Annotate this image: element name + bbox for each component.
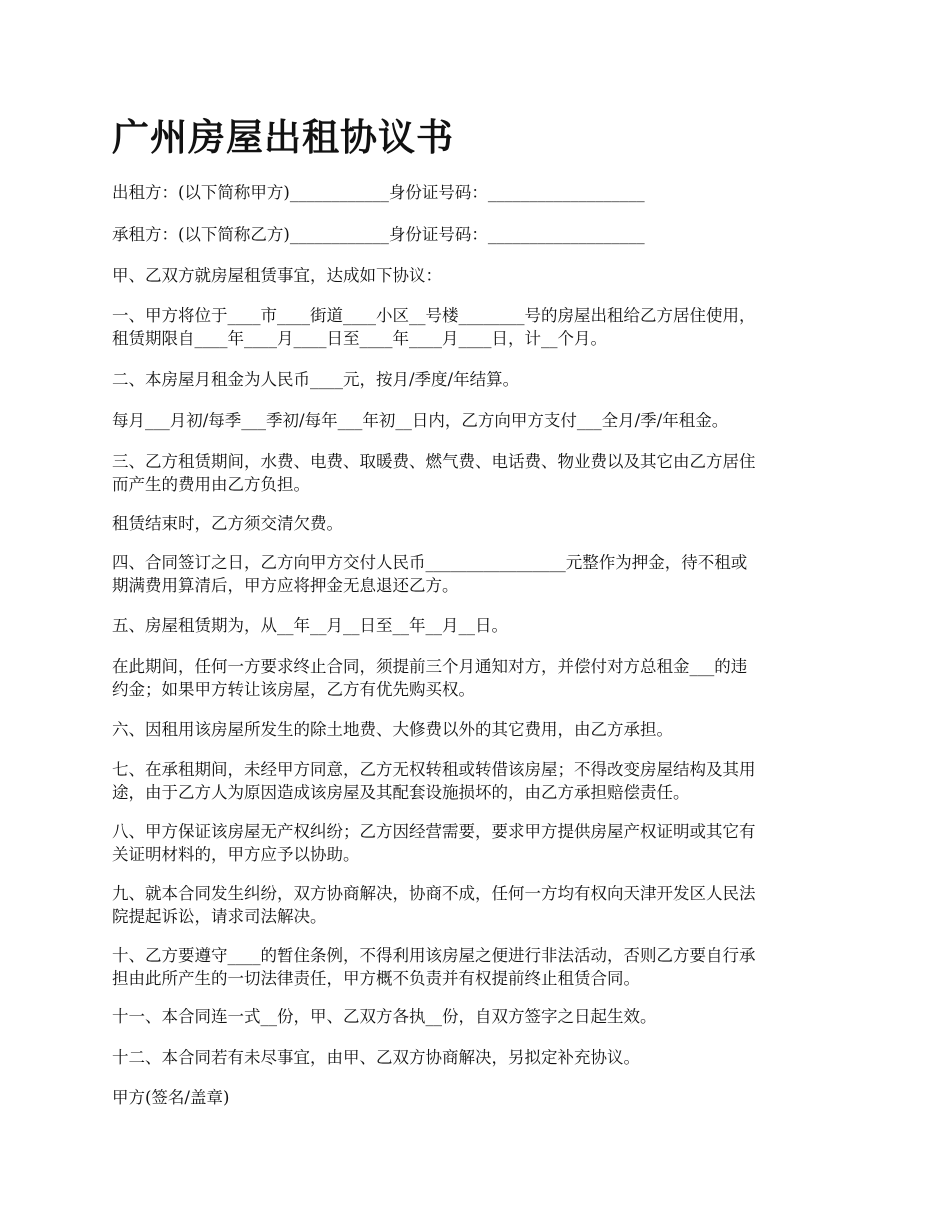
clause-11	[112, 1005, 842, 1028]
arrears-note	[112, 512, 842, 535]
termination-note	[112, 655, 842, 701]
clause-12	[112, 1046, 842, 1069]
paragraph-line: 五、房屋租赁期为，从__年__月__日至__年__月__日。	[112, 616, 508, 635]
payment-schedule	[112, 409, 842, 432]
paragraph-line: 每月___月初/每季___季初/每年___年初__日内，乙方向甲方支付___全月/季/年租金。	[112, 411, 729, 430]
paragraph-line: 在此期间，任何一方要求终止合同，须提前三个月通知对方，并偿付对方总租金___的违	[112, 657, 748, 676]
paragraph-line: 承租方：(以下简称乙方)____________身份证号码：___________________	[112, 225, 645, 244]
clause-8	[112, 820, 842, 866]
paragraph-line: 二、本房屋月租金为人民币____元，按月/季度/年结算。	[112, 370, 520, 389]
paragraph-line: 四、合同签订之日，乙方向甲方交付人民币_________________元整作为押金，待不租或	[112, 553, 748, 572]
paragraph-line: 三、乙方租赁期间，水费、电费、取暖费、燃气费、电话费、物业费以及其它由乙方居住	[112, 452, 756, 471]
paragraph-line: 甲、乙双方就房屋租赁事宜，达成如下协议：	[112, 266, 442, 285]
paragraph-line: 一、甲方将位于____市____街道____小区__号楼________号的房屋出租给乙方居住使用，	[112, 306, 756, 325]
paragraph-line: 十一、本合同连一式__份，甲、乙双方各执__份，自双方签字之日起生效。	[112, 1007, 657, 1026]
clause-9	[112, 882, 842, 928]
party-a-line	[112, 181, 842, 204]
paragraph-line: 担由此所产生的一切法律责任，甲方概不负责并有权提前终止租赁合同。	[112, 969, 640, 988]
paragraph-line: 七、在承租期间，未经甲方同意，乙方无权转租或转借该房屋；不得改变房屋结构及其用	[112, 760, 756, 779]
paragraph-line: 六、因租用该房屋所发生的除土地费、大修费以外的其它费用，由乙方承担。	[112, 720, 673, 739]
document-title: 广州房屋出租协议书	[112, 115, 454, 159]
paragraph-line: 十、乙方要遵守____的暂住条例，不得利用该房屋之便进行非法活动，否则乙方要自行承	[112, 946, 756, 965]
paragraph-line: 途，由于乙方人为原因造成该房屋及其配套设施损坏的，由乙方承担赔偿责任。	[112, 783, 690, 802]
paragraph-line: 九、就本合同发生纠纷，双方协商解决，协商不成，任何一方均有权向天津开发区人民法	[112, 884, 756, 903]
paragraph-line: 关证明材料的，甲方应予以协助。	[112, 845, 360, 864]
clause-5	[112, 614, 842, 637]
paragraph-line: 约金；如果甲方转让该房屋，乙方有优先购买权。	[112, 680, 475, 699]
clause-10	[112, 944, 842, 990]
paragraph-line: 院提起诉讼，请求司法解决。	[112, 907, 327, 926]
clause-3	[112, 450, 842, 496]
party-a-signature	[112, 1086, 842, 1109]
clause-7	[112, 758, 842, 804]
party-b-line	[112, 223, 842, 246]
paragraph-line: 期满费用算清后，甲方应将押金无息退还乙方。	[112, 576, 459, 595]
paragraph-line: 十二、本合同若有未尽事宜，由甲、乙双方协商解决，另拟定补充协议。	[112, 1048, 640, 1067]
clause-6	[112, 718, 842, 741]
clause-4	[112, 551, 842, 597]
paragraph-line: 甲方(签名/盖章)	[112, 1088, 230, 1107]
paragraph-line: 租赁结束时，乙方须交清欠费。	[112, 514, 343, 533]
paragraph-line: 八、甲方保证该房屋无产权纠纷；乙方因经营需要，要求甲方提供房屋产权证明或其它有	[112, 822, 756, 841]
agreement-intro	[112, 264, 842, 287]
paragraph-line: 出租方：(以下简称甲方)____________身份证号码：___________________	[112, 183, 645, 202]
clause-1	[112, 304, 842, 350]
paragraph-line: 租赁期限自____年____月____日至____年____月____日，计__个月。	[112, 329, 607, 348]
clause-2	[112, 368, 842, 391]
paragraph-line: 而产生的费用由乙方负担。	[112, 475, 310, 494]
